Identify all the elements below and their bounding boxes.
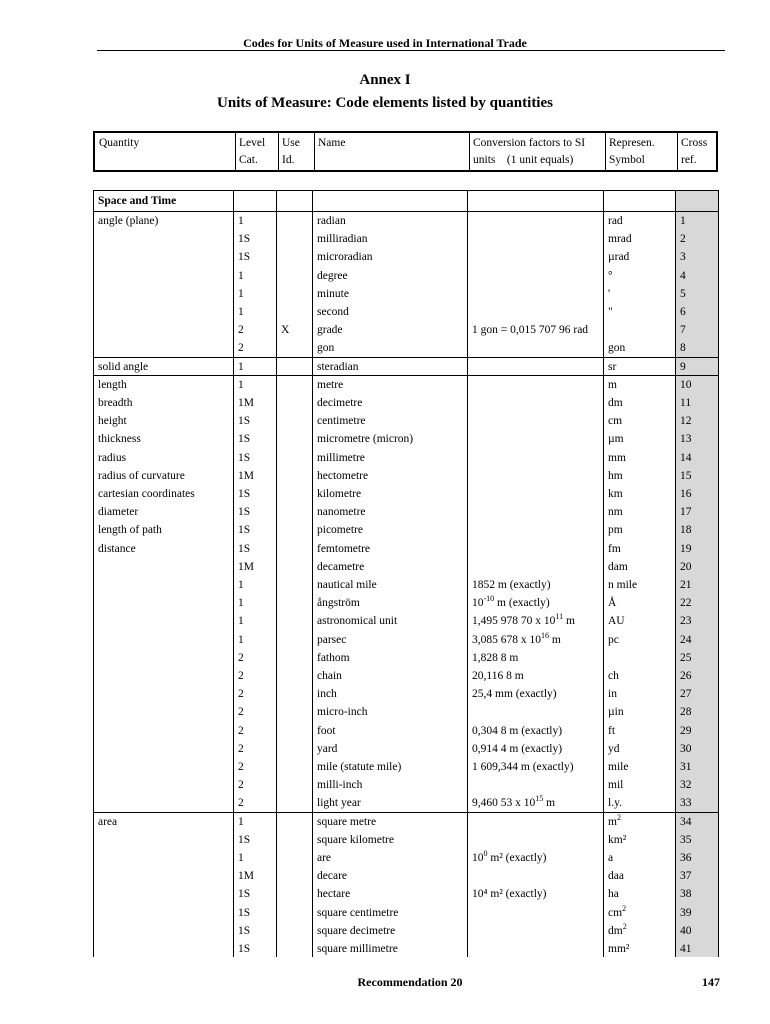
cell-level: 1 bbox=[238, 579, 244, 591]
cell-sym: daa bbox=[608, 870, 624, 883]
cell-ref: 5 bbox=[680, 287, 686, 300]
cell-ref: 28 bbox=[680, 706, 692, 719]
cell-name: square kilometre bbox=[317, 833, 394, 846]
cell-level: 1 bbox=[238, 633, 244, 646]
col-use-header: Use Id. bbox=[282, 137, 300, 166]
cell-quantity: height bbox=[98, 415, 127, 428]
cell-conv: 0,914 4 m (exactly) bbox=[472, 742, 563, 755]
cell-sym: mm² bbox=[608, 943, 630, 955]
cell-conv: 1852 m (exactly) bbox=[472, 579, 551, 591]
cell-level: 1 bbox=[238, 215, 244, 227]
cell-sym: cm bbox=[608, 415, 623, 428]
cell-sym: ch bbox=[608, 670, 619, 682]
cell-level: 2 bbox=[238, 342, 244, 355]
cell-quantity: diameter bbox=[98, 506, 139, 519]
cell-ref: 15 bbox=[680, 469, 692, 482]
cell-ref: 19 bbox=[680, 542, 692, 555]
cell-sym: l.y. bbox=[608, 797, 622, 810]
cell-ref: 8 bbox=[680, 342, 686, 355]
running-header: Codes for Units of Measure used in International Trade bbox=[243, 36, 527, 50]
cell-level: 1S bbox=[238, 924, 251, 937]
cell-name: microradian bbox=[317, 251, 373, 264]
cell-sym: " bbox=[608, 306, 613, 318]
cell-level: 1 bbox=[238, 360, 244, 373]
cell-ref: 10 bbox=[680, 378, 692, 391]
cell-ref: 29 bbox=[680, 724, 692, 737]
cell-name: steradian bbox=[317, 360, 359, 373]
cell-name: kilometre bbox=[317, 488, 362, 500]
cell-sym: n mile bbox=[608, 579, 638, 591]
cell-sym: rad bbox=[608, 215, 623, 227]
cell-level: 1M bbox=[238, 560, 254, 573]
cell-sym: ' bbox=[608, 287, 611, 300]
col-quantity-header: Quantity bbox=[99, 137, 140, 149]
cell-level: 1 bbox=[238, 615, 244, 628]
cell-ref: 40 bbox=[680, 924, 692, 937]
cell-ref: 11 bbox=[680, 397, 692, 409]
cell-conv: 1 609,344 m (exactly) bbox=[472, 761, 574, 773]
cell-sym: a bbox=[608, 852, 614, 864]
cell-sym: sr bbox=[608, 360, 617, 373]
cell-sym: nm bbox=[608, 506, 623, 519]
cell-name: mile (statute mile) bbox=[317, 761, 402, 773]
cell-sym: pc bbox=[608, 633, 619, 646]
cell-ref: 30 bbox=[680, 742, 692, 755]
cell-ref: 12 bbox=[680, 415, 692, 428]
cell-ref: 18 bbox=[680, 524, 692, 537]
cell-sym: dam bbox=[608, 560, 628, 573]
col-name-header: Name bbox=[318, 137, 346, 149]
cell-name: minute bbox=[317, 287, 349, 300]
cell-name: second bbox=[317, 306, 349, 318]
cell-level: 1 bbox=[238, 597, 244, 610]
cell-quantity: breadth bbox=[98, 397, 133, 409]
cell-sym: km bbox=[608, 488, 623, 500]
cell-level: 2 bbox=[238, 324, 244, 337]
cell-ref: 23 bbox=[680, 615, 692, 628]
cell-sym: mrad bbox=[608, 233, 632, 246]
cell-name: hectare bbox=[317, 888, 351, 901]
cell-sym: Å bbox=[608, 597, 617, 610]
column-divider bbox=[467, 190, 468, 957]
table-top-rule bbox=[93, 190, 718, 191]
cell-level: 1 bbox=[238, 852, 244, 864]
annex-heading: Annex I bbox=[359, 72, 411, 88]
cell-level: 1 bbox=[238, 287, 244, 300]
cell-sym: $cm^2$ bbox=[608, 903, 627, 919]
cell-sym: pm bbox=[608, 524, 623, 537]
cell-level: 2 bbox=[238, 651, 244, 664]
cell-conv: 20,116 8 m bbox=[472, 670, 524, 682]
cell-sym: mil bbox=[608, 779, 624, 792]
cell-ref: 6 bbox=[680, 306, 686, 318]
cell-quantity: radius of curvature bbox=[98, 469, 185, 482]
cell-name: astronomical unit bbox=[317, 615, 398, 628]
column-divider bbox=[675, 190, 676, 957]
cell-name: grade bbox=[317, 324, 343, 337]
cell-level: 1S bbox=[238, 433, 251, 446]
cell-conv: 3,085 678 x $10^{16}$ m bbox=[472, 630, 561, 646]
cell-use: X bbox=[281, 324, 290, 337]
units-table bbox=[93, 190, 718, 960]
cell-name: square centimetre bbox=[317, 906, 399, 919]
cell-level: 2 bbox=[238, 670, 244, 682]
cell-level: 2 bbox=[238, 724, 244, 737]
cell-sym: m bbox=[608, 378, 617, 391]
column-header-table bbox=[93, 131, 718, 172]
cell-ref: 2 bbox=[680, 233, 686, 246]
cell-name: micro-inch bbox=[317, 706, 368, 719]
cell-conv: 1 gon = 0,015 707 96 rad bbox=[472, 324, 589, 337]
column-divider bbox=[233, 190, 234, 957]
cell-level: 1S bbox=[238, 415, 251, 428]
footer-recommendation: Recommendation 20 bbox=[357, 975, 463, 989]
cell-name: are bbox=[317, 852, 332, 864]
cell-ref: 27 bbox=[680, 688, 692, 701]
group-rule bbox=[93, 375, 718, 376]
cell-ref: 25 bbox=[680, 651, 692, 664]
group-rule bbox=[93, 357, 718, 358]
cell-name: square decimetre bbox=[317, 924, 396, 937]
cell-conv: 9,460 53 x $10^{15}$ m bbox=[472, 794, 556, 810]
cell-quantity: distance bbox=[98, 542, 136, 555]
cell-sym: AU bbox=[608, 615, 625, 628]
cell-name: ångström bbox=[317, 597, 360, 610]
cell-name: milli-inch bbox=[317, 779, 363, 792]
cell-ref: 38 bbox=[680, 888, 692, 901]
cell-ref: 41 bbox=[680, 943, 692, 955]
cell-quantity: area bbox=[98, 815, 118, 828]
cell-level: 1S bbox=[238, 542, 251, 555]
cell-level: 2 bbox=[238, 742, 244, 755]
cell-level: 1M bbox=[238, 469, 254, 482]
cell-level: 1 bbox=[238, 815, 244, 828]
cell-sym: µm bbox=[608, 433, 624, 446]
cell-sym: yd bbox=[608, 742, 620, 755]
column-divider bbox=[718, 190, 719, 957]
cell-name: square millimetre bbox=[317, 943, 398, 955]
cell-sym: fm bbox=[608, 542, 621, 555]
section-rule bbox=[93, 211, 718, 212]
cell-name: nanometre bbox=[317, 506, 366, 519]
cell-level: 2 bbox=[238, 688, 244, 701]
cell-conv: $10^0$ m² (exactly) bbox=[472, 849, 547, 864]
cell-ref: 1 bbox=[680, 215, 686, 227]
cell-ref: 16 bbox=[680, 488, 692, 500]
col-symbol-header: Represen. Symbol bbox=[609, 137, 655, 166]
cell-level: 1S bbox=[238, 506, 251, 519]
cell-ref: 36 bbox=[680, 852, 692, 864]
cell-sym: km² bbox=[608, 833, 627, 846]
cell-name: parsec bbox=[317, 633, 347, 646]
cell-name: yard bbox=[317, 742, 338, 755]
cell-ref: 3 bbox=[680, 251, 686, 264]
col-crossref-header: Cross ref. bbox=[681, 137, 708, 166]
cell-ref: 32 bbox=[680, 779, 692, 792]
cell-name: decametre bbox=[317, 560, 365, 573]
cell-ref: 31 bbox=[680, 761, 692, 773]
cell-sym: $m^2$ bbox=[608, 812, 621, 828]
cell-sym: gon bbox=[608, 342, 626, 355]
cell-quantity: length of path bbox=[98, 524, 162, 537]
cell-level: 1M bbox=[238, 397, 254, 409]
section-heading: Space and Time bbox=[98, 195, 177, 207]
cell-name: radian bbox=[317, 215, 346, 227]
col-level-header: Level Cat. bbox=[239, 137, 266, 166]
cell-name: micrometre (micron) bbox=[317, 433, 414, 446]
cell-level: 2 bbox=[238, 779, 244, 792]
cell-ref: 7 bbox=[680, 324, 686, 337]
cell-level: 1S bbox=[238, 251, 251, 264]
cell-sym: in bbox=[608, 688, 617, 701]
cell-conv: 25,4 mm (exactly) bbox=[472, 688, 557, 701]
cell-level: 2 bbox=[238, 706, 244, 719]
cell-quantity: angle (plane) bbox=[98, 215, 159, 227]
cell-conv: 0,304 8 m (exactly) bbox=[472, 724, 563, 737]
cell-level: 2 bbox=[238, 761, 244, 773]
cell-level: 1S bbox=[238, 906, 251, 919]
col-conversion-header: Conversion factors to SI units (1 unit equals) bbox=[473, 137, 586, 166]
cell-level: 1 bbox=[238, 378, 244, 391]
cell-quantity: radius bbox=[98, 451, 127, 464]
cell-ref: 35 bbox=[680, 833, 692, 846]
cell-name: gon bbox=[317, 342, 335, 355]
column-divider bbox=[93, 190, 94, 957]
cell-level: 2 bbox=[238, 797, 244, 810]
cell-quantity: length bbox=[98, 378, 127, 391]
cell-ref: 13 bbox=[680, 433, 692, 446]
cell-conv: $10^{-10}$ m (exactly) bbox=[472, 594, 550, 610]
cell-ref: 17 bbox=[680, 506, 692, 519]
cell-level: 1S bbox=[238, 488, 251, 500]
cell-name: fathom bbox=[317, 651, 350, 664]
cell-name: light year bbox=[317, 797, 361, 810]
cell-ref: 33 bbox=[680, 797, 692, 810]
cell-name: decare bbox=[317, 870, 347, 883]
cell-name: milliradian bbox=[317, 233, 368, 246]
cell-level: 1M bbox=[238, 870, 254, 883]
cell-sym: µrad bbox=[608, 251, 630, 264]
cell-sym: ha bbox=[608, 888, 619, 901]
cell-level: 1S bbox=[238, 524, 251, 537]
cell-level: 1S bbox=[238, 888, 251, 901]
cell-quantity: cartesian coordinates bbox=[98, 488, 195, 500]
cell-ref: 4 bbox=[680, 269, 686, 282]
cell-name: foot bbox=[317, 724, 336, 737]
cell-sym: $dm^2$ bbox=[608, 921, 627, 937]
cell-ref: 37 bbox=[680, 870, 692, 883]
cell-level: 1S bbox=[238, 233, 251, 246]
group-rule bbox=[93, 812, 718, 813]
page-number: 147 bbox=[702, 975, 720, 989]
cell-name: decimetre bbox=[317, 397, 363, 409]
cell-name: square metre bbox=[317, 815, 377, 828]
cell-ref: 20 bbox=[680, 560, 692, 573]
cell-sym: hm bbox=[608, 469, 623, 482]
cell-level: 1S bbox=[238, 451, 251, 464]
cell-name: degree bbox=[317, 269, 348, 282]
cell-ref: 14 bbox=[680, 451, 692, 464]
cell-name: centimetre bbox=[317, 415, 366, 428]
cell-name: hectometre bbox=[317, 469, 369, 482]
cell-sym: µin bbox=[608, 706, 624, 719]
column-divider bbox=[276, 190, 277, 957]
cell-ref: 21 bbox=[680, 579, 692, 591]
cell-sym: ° bbox=[608, 269, 613, 282]
cell-ref: 22 bbox=[680, 597, 692, 610]
cell-quantity: thickness bbox=[98, 433, 141, 446]
cell-sym: mile bbox=[608, 761, 629, 773]
cell-name: inch bbox=[317, 688, 337, 701]
cell-conv: 1,495 978 70 x $10^{11}$ m bbox=[472, 612, 575, 628]
cell-name: nautical mile bbox=[317, 579, 377, 591]
cell-name: femtometre bbox=[317, 542, 371, 555]
cell-name: picometre bbox=[317, 524, 363, 537]
cell-ref: 9 bbox=[680, 360, 686, 373]
cell-conv: 10⁴ m² (exactly) bbox=[472, 888, 547, 901]
header-rule bbox=[97, 50, 725, 51]
cell-quantity: solid angle bbox=[98, 360, 149, 373]
cell-conv: 1,828 8 m bbox=[472, 651, 519, 664]
cell-sym: dm bbox=[608, 397, 623, 409]
cell-level: 1S bbox=[238, 943, 251, 955]
cell-name: metre bbox=[317, 378, 344, 391]
cell-ref: 39 bbox=[680, 906, 692, 919]
cell-ref: 34 bbox=[680, 815, 692, 828]
column-divider bbox=[312, 190, 313, 957]
cell-ref: 26 bbox=[680, 670, 692, 682]
column-divider bbox=[603, 190, 604, 957]
cell-level: 1S bbox=[238, 833, 251, 846]
cell-name: millimetre bbox=[317, 451, 365, 464]
cell-sym: mm bbox=[608, 451, 626, 464]
page-title: Units of Measure: Code elements listed by quantities bbox=[217, 95, 553, 111]
cell-sym: ft bbox=[608, 724, 616, 737]
cell-name: chain bbox=[317, 670, 342, 682]
cell-level: 1 bbox=[238, 269, 244, 282]
cell-level: 1 bbox=[238, 306, 244, 318]
cell-ref: 24 bbox=[680, 633, 692, 646]
